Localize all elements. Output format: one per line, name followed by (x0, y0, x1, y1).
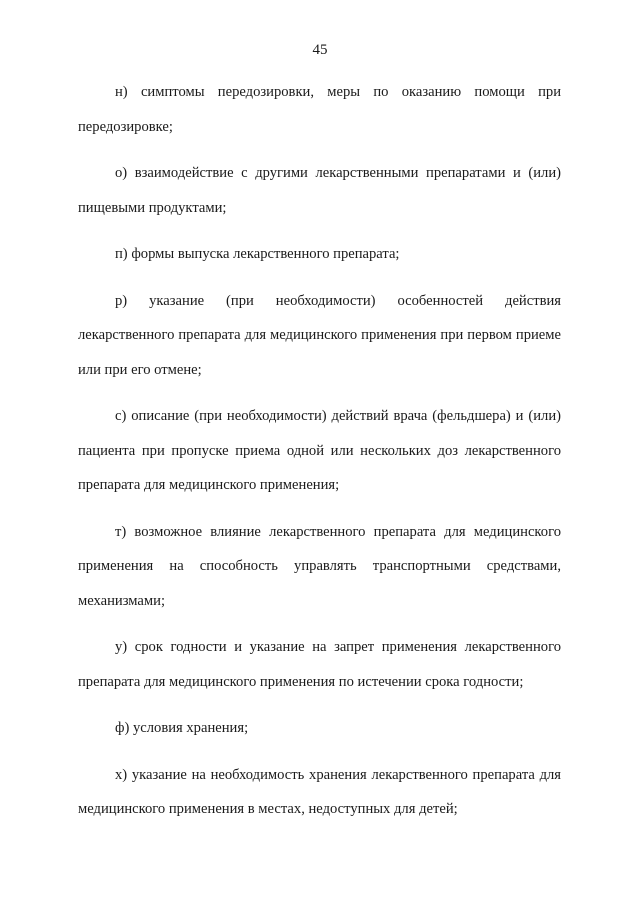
page-number: 45 (312, 42, 328, 58)
list-item: с) описание (при необходимости) действий врача (фельдшера) и (или) пациента при пропуске приема одной или нескольких доз лекарственного препарата для медицинского применения; (78, 408, 561, 493)
list-item: п) формы выпуска лекарственного препарата; (115, 246, 400, 262)
list-item: ф) условия хранения; (115, 720, 249, 736)
list-item: т) возможное влияние лекарственного препарата для медицинского применения на способность управлять транспортными средствами, механизмами; (78, 523, 561, 609)
list-item: н) симптомы передозировки, меры по оказанию помощи при передозировке; (78, 84, 561, 135)
document-body (78, 75, 561, 827)
list-item: р) указание (при необходимости) особенностей действия лекарственного препарата для медицинского применения при первом приеме или при его отмене; (78, 292, 561, 378)
list-item: у) срок годности и указание на запрет применения лекарственного препарата для медицинского применения по истечении срока годности; (78, 639, 561, 690)
list-item: о) взаимодействие с другими лекарственными препаратами и (или) пищевыми продуктами; (78, 165, 561, 216)
list-item: х) указание на необходимость хранения лекарственного препарата для медицинского применения в местах, недоступных для детей; (78, 766, 561, 817)
